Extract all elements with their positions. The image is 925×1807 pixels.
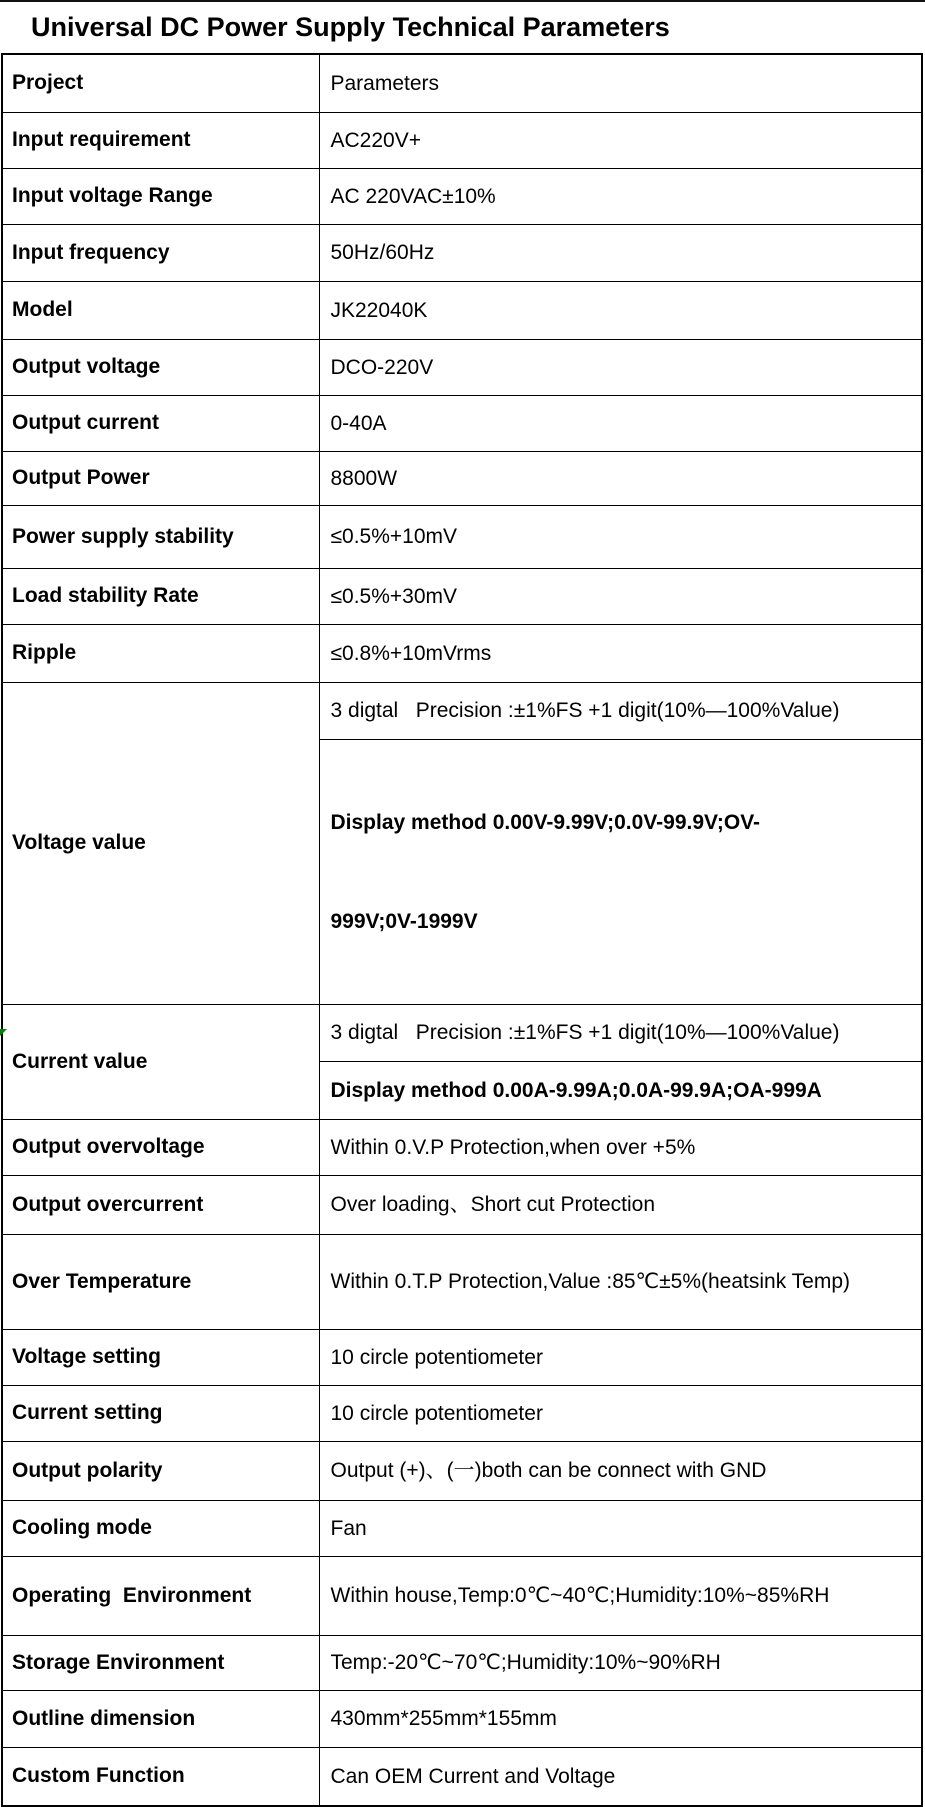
page-title-text: Universal DC Power Supply Technical Parameters xyxy=(31,12,670,42)
value-output-overvoltage: Within 0.V.P Protection,when over +5% xyxy=(319,1120,922,1176)
page-title xyxy=(0,0,925,53)
table-row xyxy=(2,1691,922,1748)
table-row xyxy=(2,1120,922,1176)
value-outline-dimension: 430mm*255mm*155mm xyxy=(319,1691,922,1748)
label-project: Project xyxy=(2,54,319,113)
table-row xyxy=(2,1501,922,1557)
table-row xyxy=(2,625,922,683)
value-project: Parameters xyxy=(319,54,922,113)
label-input-requirement: Input requirement xyxy=(2,113,319,169)
label-model: Model xyxy=(2,282,319,340)
value-voltage-display-method xyxy=(319,740,922,1005)
parameters-table xyxy=(1,53,923,1807)
value-input-requirement: AC220V+ xyxy=(319,113,922,169)
table-row xyxy=(2,506,922,569)
table-row xyxy=(2,683,922,740)
label-voltage-setting: Voltage setting xyxy=(2,1330,319,1386)
value-voltage-precision: 3 digtal Precision :±1%FS +1 digit(10%—100%Value) xyxy=(319,683,922,740)
value-output-power: 8800W xyxy=(319,452,922,506)
label-output-voltage: Output voltage xyxy=(2,340,319,396)
value-over-temperature: Within 0.T.P Protection,Value :85℃±5%(heatsink Temp) xyxy=(319,1235,922,1330)
value-output-polarity: Output (+)、(一)both can be connect with GND xyxy=(319,1442,922,1501)
label-voltage-value: Voltage value xyxy=(2,683,319,1005)
table-row xyxy=(2,113,922,169)
voltage-display-line-2: 999V;0V-1999V xyxy=(330,910,478,933)
label-input-frequency: Input frequency xyxy=(2,225,319,282)
value-voltage-setting: 10 circle potentiometer xyxy=(319,1330,922,1386)
table-row xyxy=(2,1330,922,1386)
label-output-power: Output Power xyxy=(2,452,319,506)
value-current-display-method: Display method 0.00A-9.99A;0.0A-99.9A;OA-999A xyxy=(319,1062,922,1120)
table-row xyxy=(2,1557,922,1636)
table-row xyxy=(2,169,922,225)
value-power-supply-stability: ≤0.5%+10mV xyxy=(319,506,922,569)
green-corner-marker xyxy=(0,1029,7,1036)
value-storage-environment: Temp:-20℃~70℃;Humidity:10%~90%RH xyxy=(319,1636,922,1691)
label-outline-dimension: Outline dimension xyxy=(2,1691,319,1748)
table-row xyxy=(2,1442,922,1501)
value-load-stability-rate: ≤0.5%+30mV xyxy=(319,569,922,625)
table-row xyxy=(2,569,922,625)
table-row xyxy=(2,225,922,282)
table-row xyxy=(2,396,922,452)
value-input-frequency: 50Hz/60Hz xyxy=(319,225,922,282)
label-cooling-mode: Cooling mode xyxy=(2,1501,319,1557)
label-storage-environment: Storage Environment xyxy=(2,1636,319,1691)
table-row xyxy=(2,54,922,113)
table-row xyxy=(2,452,922,506)
table-row xyxy=(2,1636,922,1691)
value-output-overcurrent: Over loading、Short cut Protection xyxy=(319,1176,922,1235)
table-row xyxy=(2,1748,922,1807)
value-output-voltage: DCO-220V xyxy=(319,340,922,396)
label-output-overvoltage: Output overvoltage xyxy=(2,1120,319,1176)
value-operating-environment: Within house,Temp:0℃~40℃;Humidity:10%~85%RH xyxy=(319,1557,922,1636)
table-row xyxy=(2,1386,922,1442)
label-over-temperature: Over Temperature xyxy=(2,1235,319,1330)
label-ripple: Ripple xyxy=(2,625,319,683)
label-custom-function: Custom Function xyxy=(2,1748,319,1807)
table-row xyxy=(2,282,922,340)
table-row xyxy=(2,1176,922,1235)
label-output-current: Output current xyxy=(2,396,319,452)
label-current-value: Current value xyxy=(2,1005,319,1120)
label-output-polarity: Output polarity xyxy=(2,1442,319,1501)
label-input-voltage-range: Input voltage Range xyxy=(2,169,319,225)
value-current-precision: 3 digtal Precision :±1%FS +1 digit(10%—100%Value) xyxy=(319,1005,922,1062)
value-cooling-mode: Fan xyxy=(319,1501,922,1557)
value-ripple: ≤0.8%+10mVrms xyxy=(319,625,922,683)
table-row xyxy=(2,340,922,396)
value-input-voltage-range: AC 220VAC±10% xyxy=(319,169,922,225)
value-output-current: 0-40A xyxy=(319,396,922,452)
table-row xyxy=(2,1005,922,1062)
table-row xyxy=(2,1235,922,1330)
label-output-overcurrent: Output overcurrent xyxy=(2,1176,319,1235)
label-power-supply-stability: Power supply stability xyxy=(2,506,319,569)
label-operating-environment: Operating Environment xyxy=(2,1557,319,1636)
label-load-stability-rate: Load stability Rate xyxy=(2,569,319,625)
value-current-setting: 10 circle potentiometer xyxy=(319,1386,922,1442)
value-custom-function: Can OEM Current and Voltage xyxy=(319,1748,922,1807)
voltage-display-line-1: Display method 0.00V-9.99V;0.0V-99.9V;OV- xyxy=(330,811,761,834)
label-current-setting: Current setting xyxy=(2,1386,319,1442)
value-model: JK22040K xyxy=(319,282,922,340)
